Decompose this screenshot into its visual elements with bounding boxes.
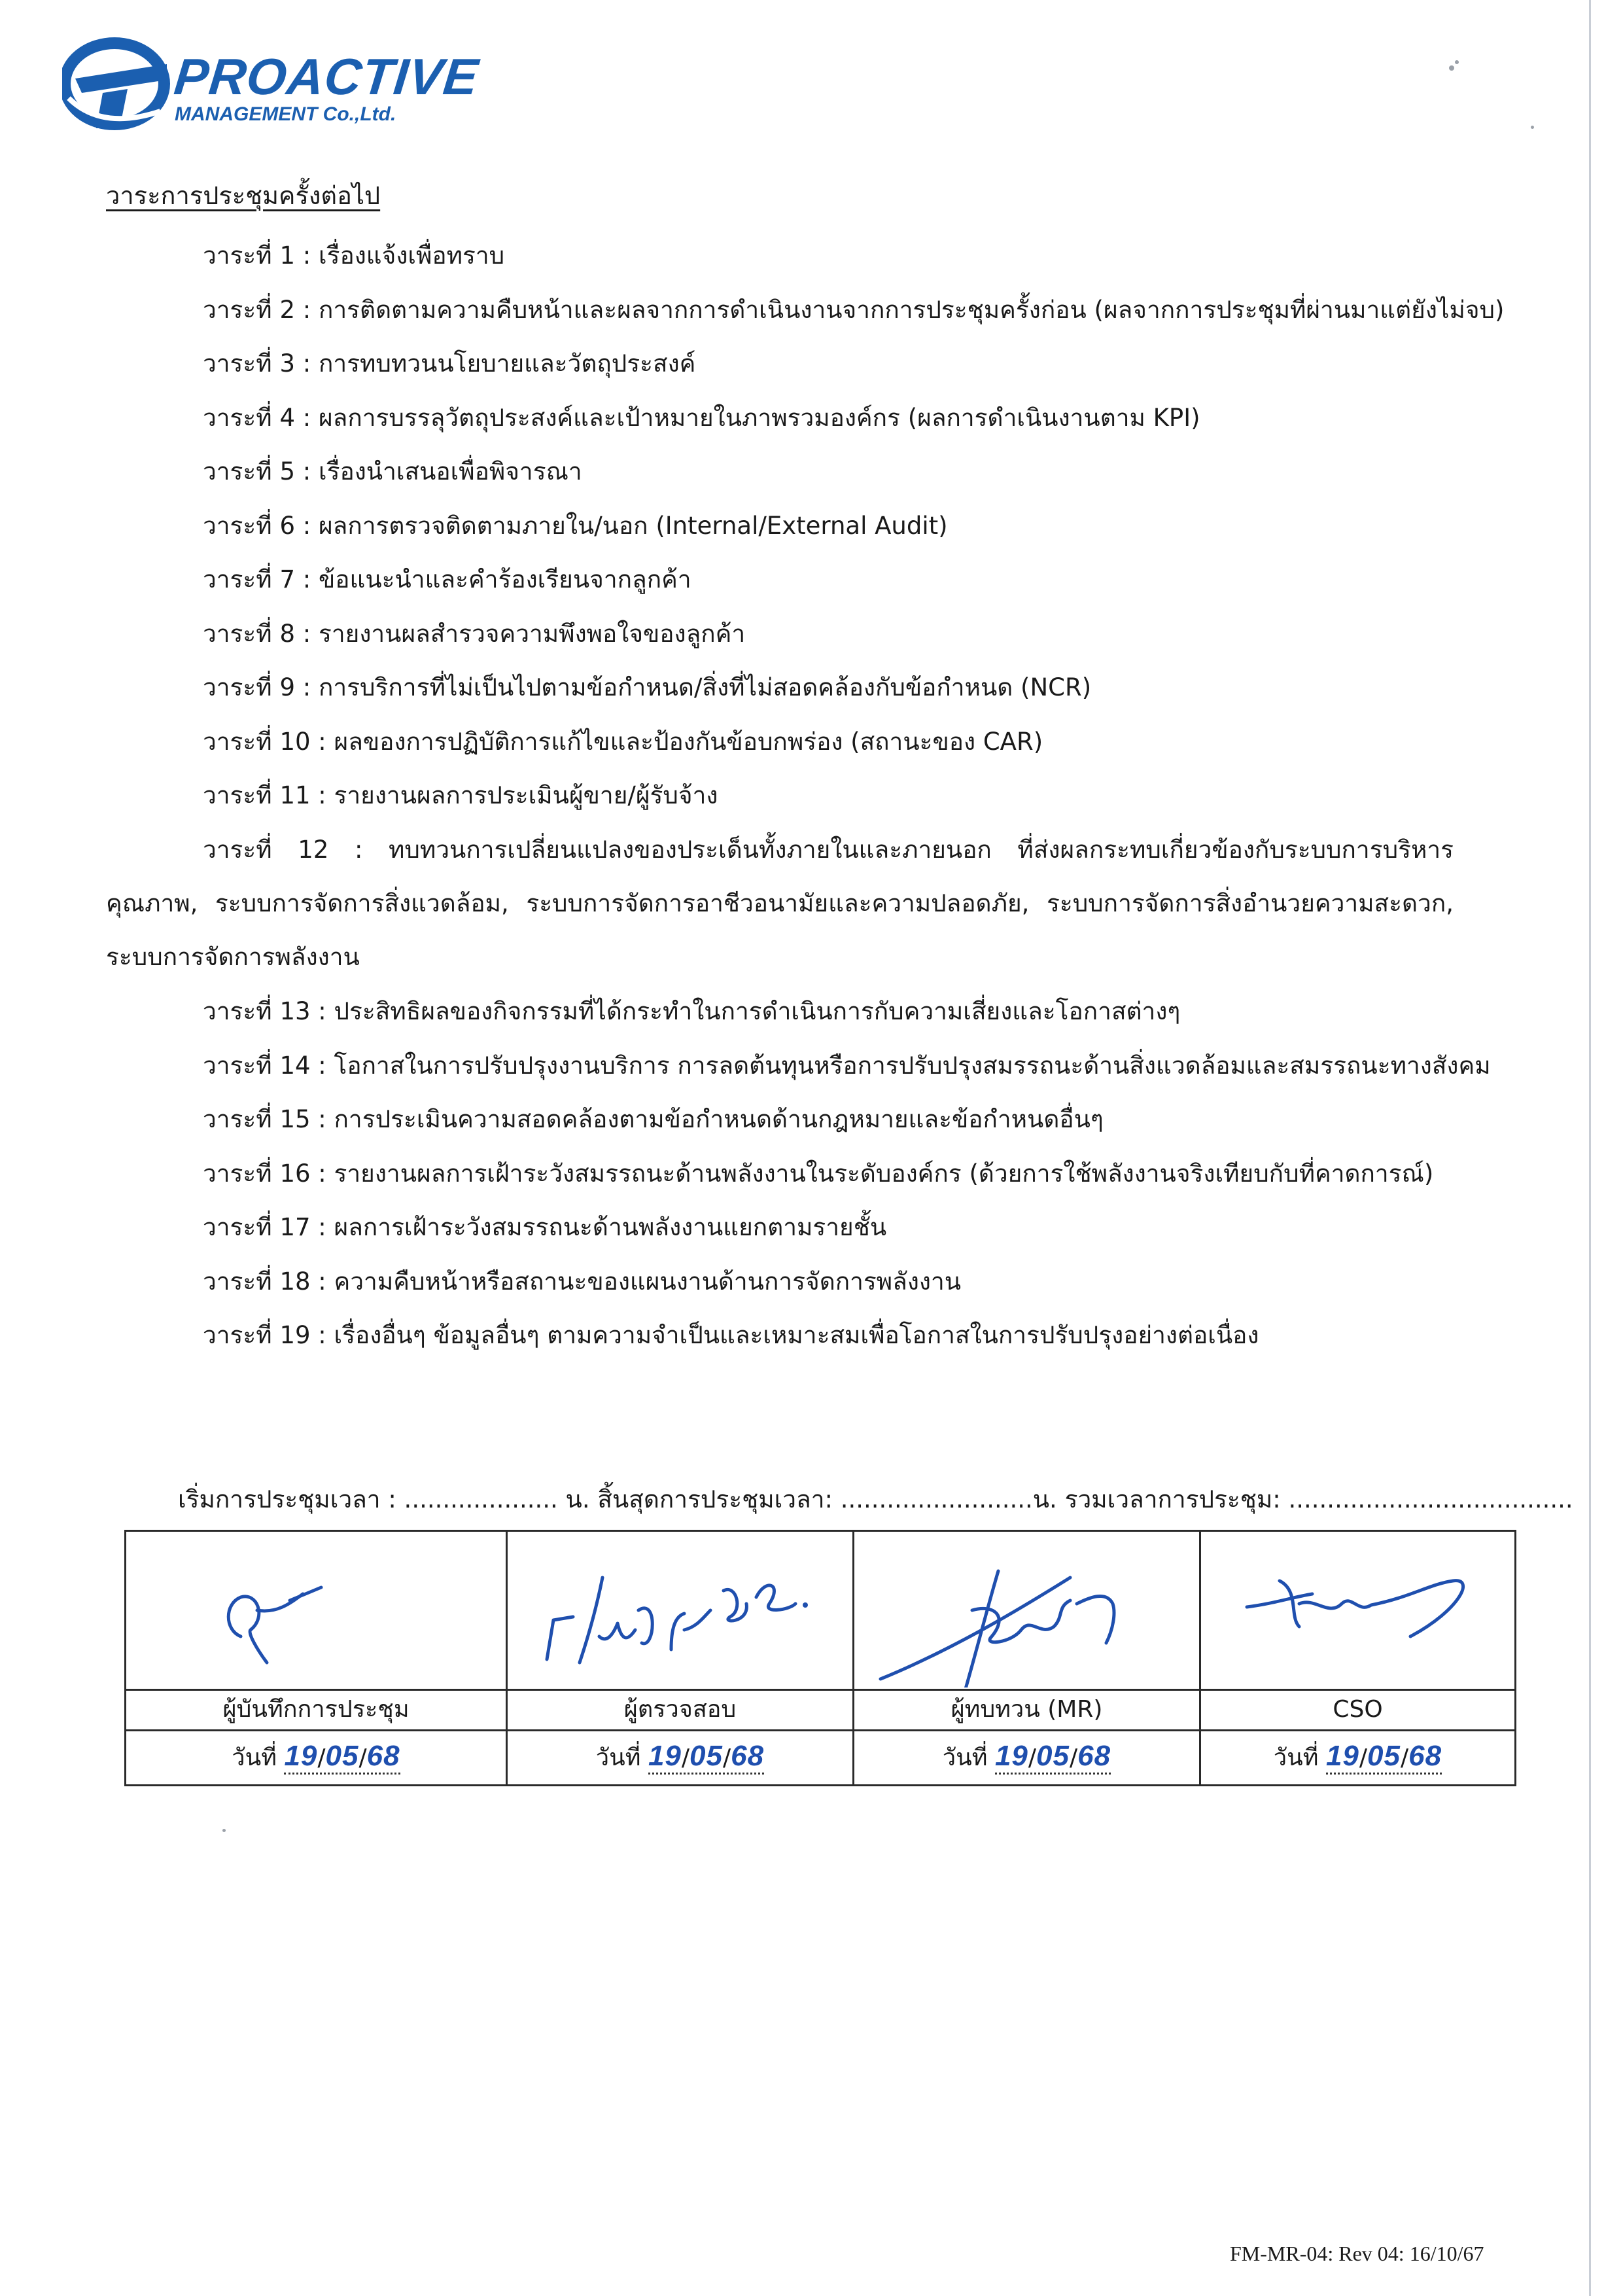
agenda-item-text: รายงานผลการเฝ้าระวังสมรรถนะด้านพลังงานในระดับองค์กร (ด้วยการใช้พลังงานจริงเทียบกับที่คาดการณ์) — [334, 1159, 1434, 1188]
agenda-item — [203, 769, 1550, 822]
signature-role: ผู้ทบทวน (MR) — [854, 1690, 1199, 1731]
agenda-item-text: ทบทวนการเปลี่ยนแปลงของประเด็นทั้งภายในและภายนอก ที่ส่งผลกระทบเกี่ยวข้องกับระบบการบริหารคุณภาพ, ระบบการจัดการสิ่งแวดล้อม, ระบบการจัดการอาชีวอนามัยและความปลอดภัย, ระบบการจัดการสิ่งอำนวยความสะดวก, ระบบการจัดการพลังงาน — [106, 835, 1454, 971]
handwritten-signature — [854, 1532, 1197, 1687]
agenda-item-number: วาระที่ 10 : — [203, 727, 326, 756]
agenda-item — [203, 229, 1550, 283]
signature-role: ผู้ตรวจสอบ — [508, 1690, 852, 1731]
date-year: 68 — [366, 1740, 400, 1772]
signature-date: วันที่ 19/05/68 — [1201, 1732, 1514, 1784]
agenda-item — [106, 823, 1454, 984]
agenda-item-number: วาระที่ 8 : — [203, 619, 311, 648]
scan-speck — [222, 1829, 226, 1832]
signature-date: วันที่ 19/05/68 — [126, 1732, 506, 1784]
agenda-item-text: ผลการบรรลุวัตถุประสงค์และเป้าหมายในภาพรวมองค์กร (ผลการดำเนินงานตาม KPI) — [318, 403, 1200, 432]
agenda-item — [203, 1039, 1550, 1093]
date-label: วันที่ — [595, 1744, 641, 1771]
company-logo — [62, 33, 481, 131]
agenda-item-number: วาระที่ 6 : — [203, 511, 311, 540]
signature-role: CSO — [1201, 1690, 1514, 1731]
scan-speck — [1531, 126, 1534, 129]
date-month: 05 — [689, 1740, 723, 1772]
scan-edge-line — [1589, 0, 1591, 2296]
agenda-item-number: วาระที่ 11 : — [203, 781, 326, 809]
agenda-item-text: การบริการที่ไม่เป็นไปตามข้อกำหนด/สิ่งที่ไม่สอดคล้องกับข้อกำหนด (NCR) — [318, 673, 1092, 701]
date-year: 68 — [1077, 1740, 1111, 1772]
agenda-item-text: ประสิทธิผลของกิจกรรมที่ได้กระทำในการดำเนินการกับความเสี่ยงและโอกาสต่างๆ — [334, 997, 1181, 1025]
signature-column-recorder — [126, 1532, 506, 1784]
agenda-item — [203, 337, 1550, 391]
agenda-item — [203, 1093, 1550, 1146]
agenda-item — [203, 1309, 1550, 1362]
agenda-item-number: วาระที่ 7 : — [203, 565, 311, 593]
agenda-item-text: ความคืบหน้าหรือสถานะของแผนงานด้านการจัดการพลังงาน — [334, 1267, 962, 1296]
date-year: 68 — [1408, 1740, 1442, 1772]
agenda-item-number: วาระที่ 3 : — [203, 349, 311, 378]
agenda-item — [203, 391, 1550, 445]
agenda-item — [203, 607, 1550, 661]
scan-speck — [1449, 65, 1454, 71]
agenda-item-text: การติดตามความคืบหน้าและผลจากการดำเนินงานจากการประชุมครั้งก่อน (ผลจากการประชุมที่ผ่านมาแต่ยังไม่จบ) — [318, 295, 1505, 324]
agenda-item-number: วาระที่ 17 : — [203, 1213, 326, 1241]
date-day: 19 — [1325, 1740, 1359, 1772]
handwritten-signature — [1201, 1532, 1512, 1687]
agenda-item-text: เรื่องอื่นๆ ข้อมูลอื่นๆ ตามความจำเป็นและเหมาะสมเพื่อโอกาสในการปรับปรุงอย่างต่อเนื่อง — [334, 1321, 1259, 1349]
agenda-item-number: วาระที่ 15 : — [203, 1105, 326, 1133]
agenda-item — [203, 1147, 1550, 1201]
agenda-item — [203, 985, 1550, 1038]
agenda-item-text: ผลของการปฏิบัติการแก้ไขและป้องกันข้อบกพร่อง (สถานะของ CAR) — [334, 727, 1043, 756]
signature-box — [1201, 1532, 1514, 1691]
agenda-item — [203, 661, 1550, 715]
handwritten-signature — [508, 1532, 850, 1687]
agenda-item-text: ผลการเฝ้าระวังสมรรถนะด้านพลังงานแยกตามรายชั้น — [334, 1213, 887, 1241]
agenda-item — [203, 715, 1550, 769]
agenda-item-text: โอกาสในการปรับปรุงงานบริการ การลดต้นทุนหรือการปรับปรุงสมรรถนะด้านสิ่งแวดล้อมและสมรรถนะทางสังคม — [334, 1051, 1491, 1080]
agenda-item — [203, 499, 1550, 553]
agenda-item-text: การประเมินความสอดคล้องตามข้อกำหนดด้านกฎหมายและข้อกำหนดอื่นๆ — [334, 1105, 1104, 1133]
agenda-item-number: วาระที่ 4 : — [203, 403, 311, 432]
date-month: 05 — [1367, 1740, 1401, 1772]
signature-box — [508, 1532, 852, 1691]
date-year: 68 — [731, 1740, 765, 1772]
signature-date: วันที่ 19/05/68 — [854, 1732, 1199, 1784]
agenda-item-text: ข้อแนะนำและคำร้องเรียนจากลูกค้า — [318, 565, 691, 593]
agenda-item-number: วาระที่ 18 : — [203, 1267, 326, 1296]
signature-table — [124, 1530, 1516, 1786]
agenda-item-number: วาระที่ 2 : — [203, 295, 311, 324]
agenda-item-text: เรื่องนำเสนอเพื่อพิจารณา — [318, 457, 582, 486]
company-subtitle: MANAGEMENT Co.,Ltd. — [175, 103, 396, 125]
date-label: วันที่ — [232, 1744, 277, 1771]
agenda-item-number: วาระที่ 9 : — [203, 673, 311, 701]
agenda-item-text: รายงานผลสำรวจความพึงพอใจของลูกค้า — [318, 619, 746, 648]
agenda-item-number: วาระที่ 1 : — [203, 241, 311, 270]
agenda-item — [203, 445, 1550, 499]
date-day: 19 — [994, 1740, 1028, 1772]
date-month: 05 — [325, 1740, 359, 1772]
company-name: PROACTIVE — [171, 48, 481, 105]
agenda-item-text: รายงานผลการประเมินผู้ขาย/ผู้รับจ้าง — [334, 781, 718, 809]
agenda-item-number: วาระที่ 13 : — [203, 997, 326, 1025]
signature-column-cso — [1199, 1532, 1514, 1784]
handwritten-signature — [126, 1532, 502, 1687]
scan-speck — [1455, 60, 1459, 64]
signature-column-mr — [852, 1532, 1199, 1784]
form-code: FM-MR-04: Rev 04: 16/10/67 — [1230, 2242, 1484, 2265]
date-label: วันที่ — [942, 1744, 988, 1771]
agenda-item-number: วาระที่ 14 : — [203, 1051, 326, 1080]
date-day: 19 — [284, 1740, 318, 1772]
agenda-item-number: วาระที่ 19 : — [203, 1321, 326, 1349]
agenda-item — [203, 283, 1550, 337]
meeting-time-line: เริ่มการประชุมเวลา : .................... น. สิ้นสุดการประชุมเวลา: .........................น. รวมเวลาการประชุม: ..................................... — [178, 1485, 1573, 1513]
date-month: 05 — [1036, 1740, 1070, 1772]
agenda-item-text: ผลการตรวจติดตามภายใน/นอก (Internal/External Audit) — [318, 511, 948, 540]
signature-box — [126, 1532, 506, 1691]
agenda-item-number: วาระที่ 12 : — [203, 835, 363, 864]
signature-role: ผู้บันทึกการประชุม — [126, 1690, 506, 1731]
agenda-item — [203, 1201, 1550, 1254]
agenda-heading: วาระการประชุมครั้งต่อไป — [106, 181, 381, 210]
agenda-item — [203, 553, 1550, 607]
signature-column-reviewer — [506, 1532, 852, 1784]
date-label: วันที่ — [1273, 1744, 1319, 1771]
agenda-item-text: การทบทวนนโยบายและวัตถุประสงค์ — [318, 349, 696, 378]
agenda-item-text: เรื่องแจ้งเพื่อทราบ — [318, 241, 505, 270]
agenda-item — [203, 1255, 1550, 1309]
agenda-item-number: วาระที่ 5 : — [203, 457, 311, 486]
company-logo-mark — [62, 33, 180, 131]
agenda-item-number: วาระที่ 16 : — [203, 1159, 326, 1188]
signature-box — [854, 1532, 1199, 1691]
signature-date: วันที่ 19/05/68 — [508, 1732, 852, 1784]
date-day: 19 — [648, 1740, 682, 1772]
